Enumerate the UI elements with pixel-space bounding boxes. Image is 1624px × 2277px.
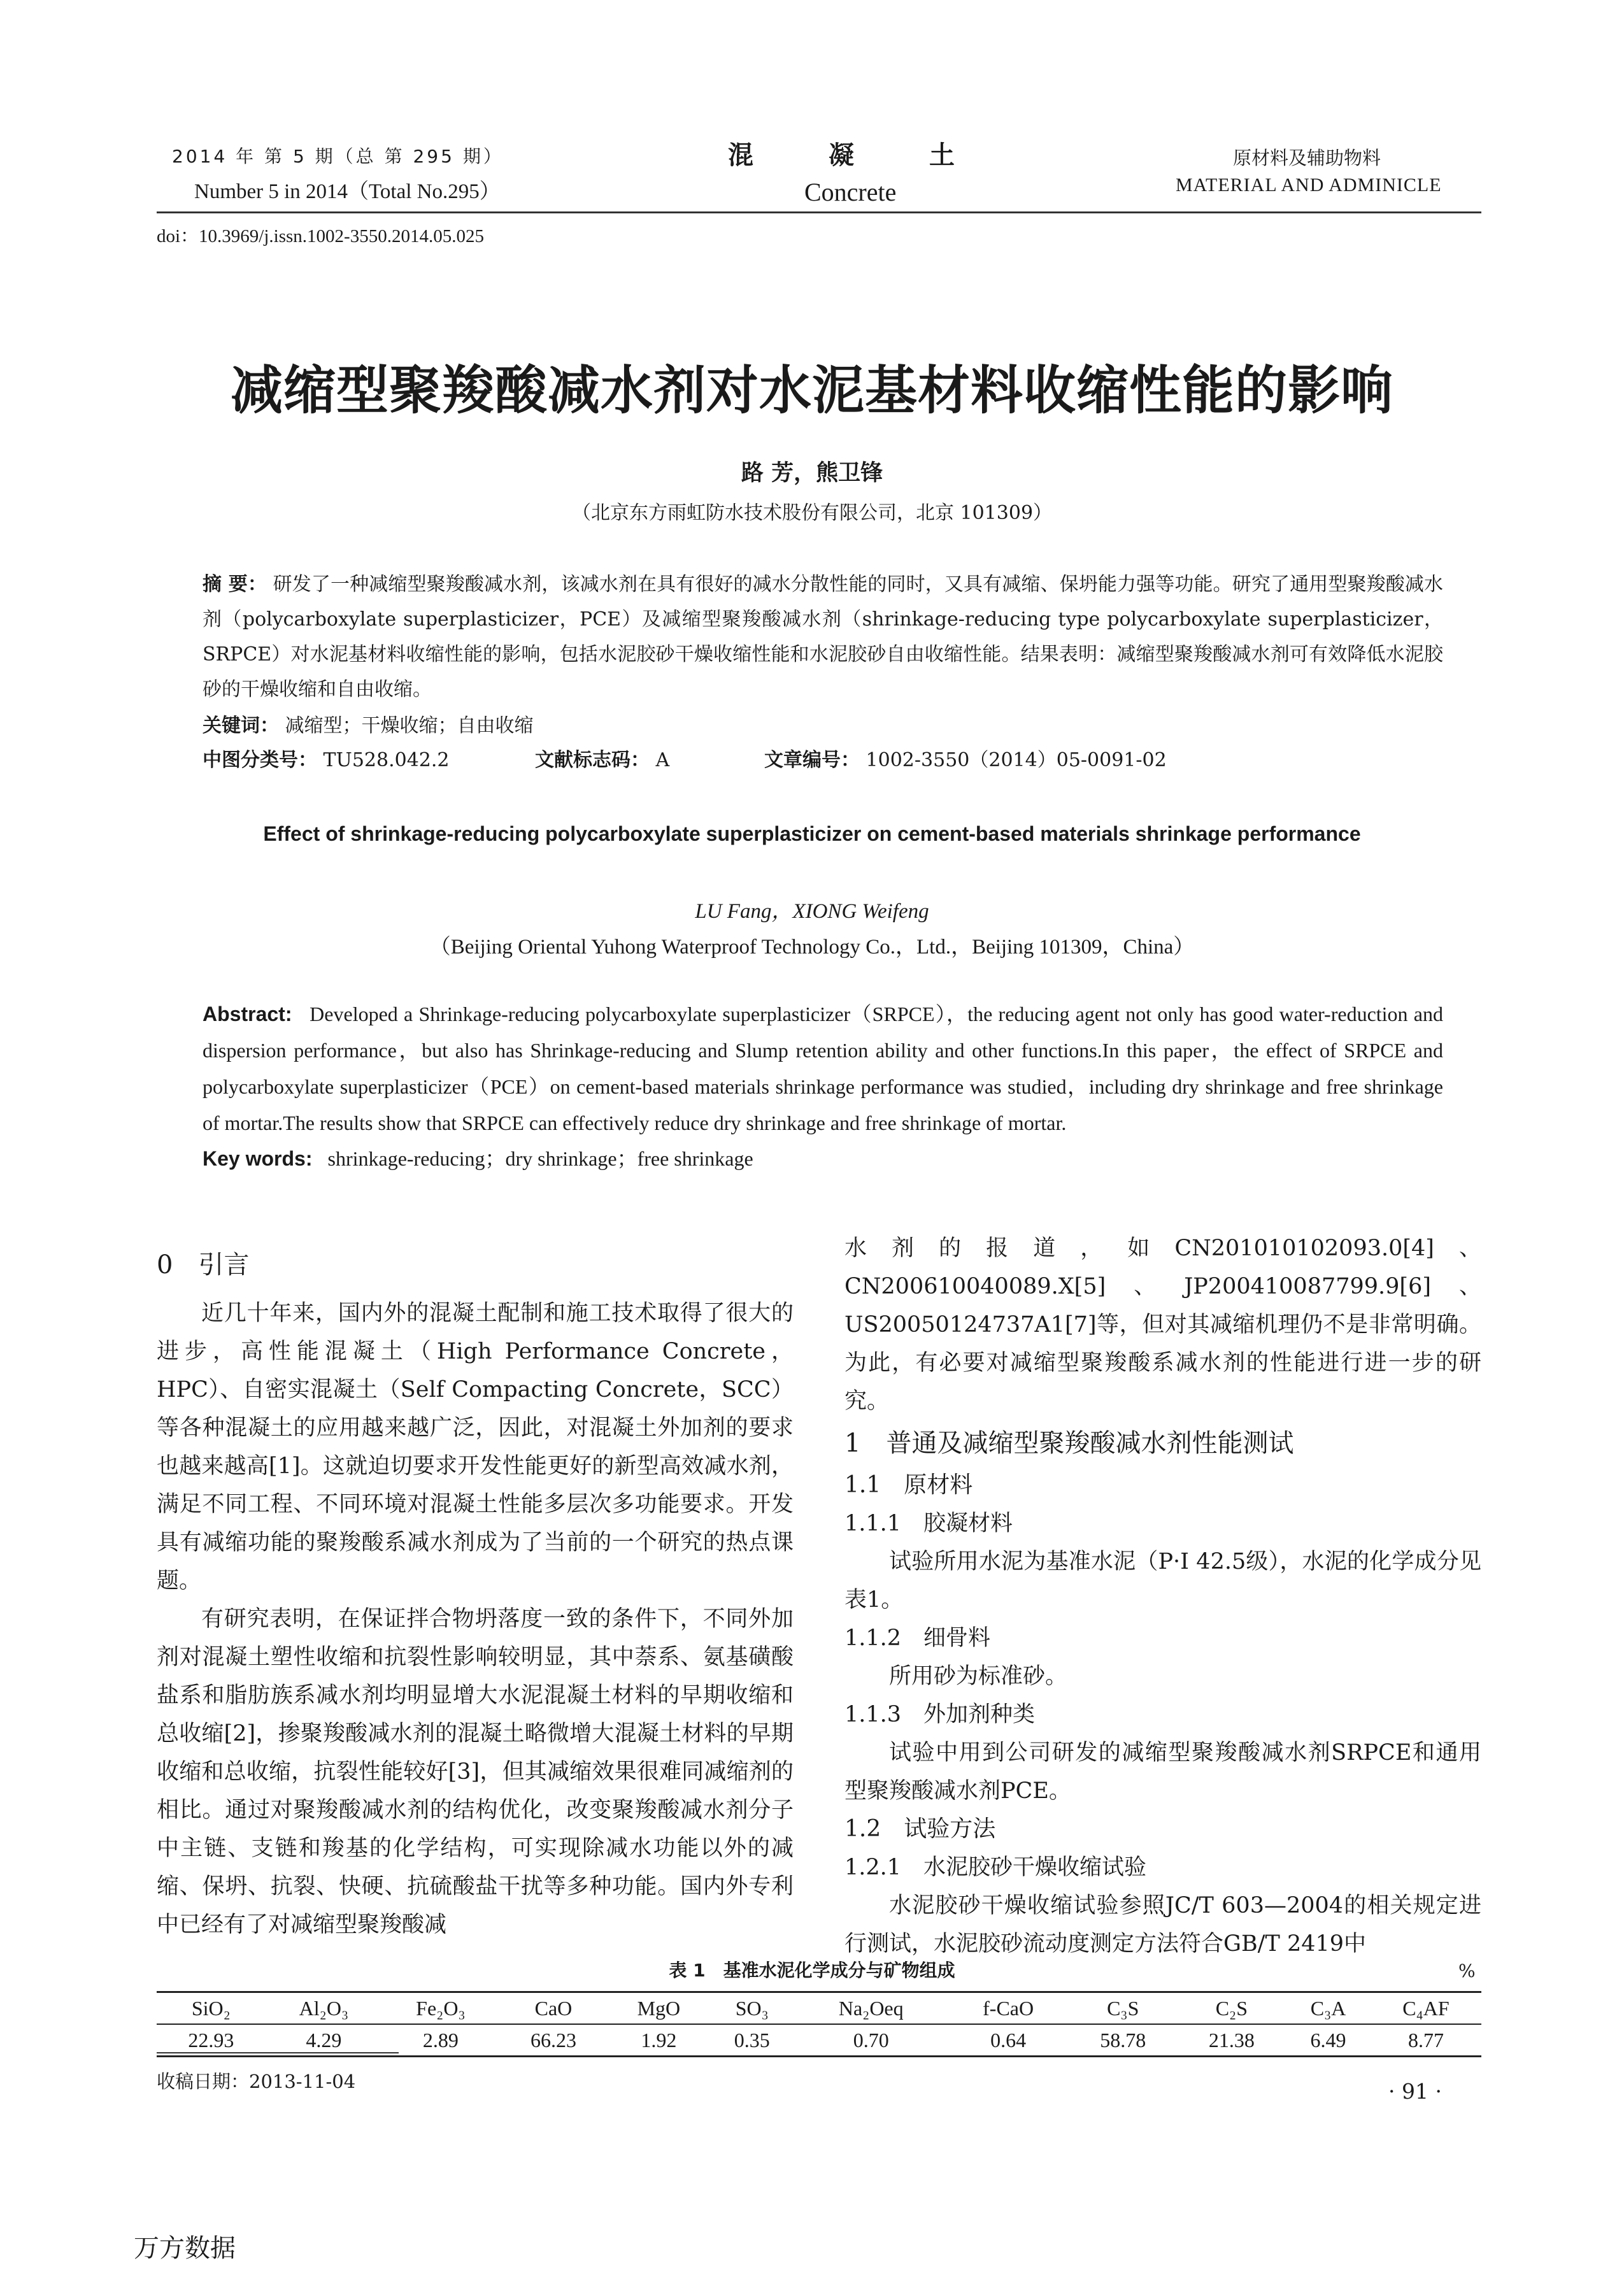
table-header-cell: SO₃: [735, 1996, 769, 2020]
table-header-cell: Al₂O₃: [299, 1996, 349, 2020]
english-title: Effect of shrinkage-reducing polycarboxylate superplasticizer on cement-based materials shrinkage performance: [263, 822, 1361, 845]
paragraph: 试验中用到公司研发的减缩型聚羧酸减水剂SRPCE和通用型聚羧酸减水剂PCE。: [844, 1740, 1481, 1804]
received-date: 收稿日期：2013-11-04: [157, 2071, 356, 2092]
english-keywords: [203, 1143, 753, 1172]
keywords-cn-label: 关键词：: [203, 715, 279, 737]
watermark: 万方数据: [134, 2234, 236, 2263]
table-header-cell: Na₂Oeq: [838, 1996, 904, 2020]
english-abstract-label: Abstract:: [203, 1003, 292, 1025]
subsection-heading: 1.2 试验方法: [844, 1816, 996, 1842]
body-left-column: [157, 1242, 794, 1944]
document-code-label: 文献标志码：: [535, 749, 650, 771]
authors: 路 芳，熊卫锋: [741, 460, 883, 486]
journal-name-en: Concrete: [804, 178, 897, 206]
table-header-cell: Fe₂O₃: [416, 1996, 466, 2020]
table-header-cell: C₄AF: [1402, 1996, 1449, 2020]
table-header-cell: C₂S: [1215, 1996, 1248, 2020]
table-unit: %: [1458, 1960, 1476, 1981]
table-cell: 58.78: [1100, 2028, 1146, 2052]
doi: doi：10.3969/j.issn.1002-3550.2014.05.025: [157, 226, 484, 246]
composition-table: [157, 1991, 1481, 2057]
article-number-label: 文章编号：: [764, 749, 860, 771]
paragraph: 近几十年来，国内外的混凝土配制和施工技术取得了很大的进步，高性能混凝土（High Performance Concrete，HPC）、自密实混凝土（Self Compacting Concrete，SCC）等各种混凝土的应用越来越广泛，因此，对混凝土外加剂的要求也越来越高[1]。这就迫切要求开发性能更好的新型高效减水剂，满足不同工程、不同环境对混凝土性能多层次多功能要求。开发具有减缩功能的聚羧酸系减水剂成为了当前的一个研究的热点课题。: [157, 1301, 794, 1594]
abstract-cn: [203, 567, 1443, 707]
table-cell: 21.38: [1208, 2028, 1255, 2052]
abstract-cn-label: 摘 要：: [203, 573, 267, 596]
page-number: · 91 ·: [1388, 2079, 1442, 2104]
body-right-column: [844, 1229, 1481, 1963]
classification-line: [203, 744, 450, 772]
table-header-cell: f-CaO: [983, 1996, 1034, 2020]
table-header-cell: MgO: [637, 1996, 681, 2020]
article-number: [764, 744, 1167, 772]
english-abstract: [203, 996, 1443, 1141]
subsubsection-heading: 1.1.3 外加剂种类: [844, 1702, 1036, 1727]
abstract-cn-text: 研发了一种减缩型聚羧酸减水剂，该减水剂在具有很好的减水分散性能的同时，又具有减缩、保坍能力强等功能。研究了通用型聚羧酸减水剂（polycarboxylate superplasticizer，PCE）及减缩型聚羧酸减水剂（shrinkage-reducing type polycarboxylate superplasticizer，SRPCE）对水泥基材料收缩性能的影响，包括水泥胶砂干燥收缩性能和水泥胶砂自由收缩性能。结果表明：减缩型聚羧酸减水剂可有效降低水泥胶砂的干燥收缩和自由收缩。: [203, 573, 1443, 701]
paragraph: 有研究表明，在保证拌合物坍落度一致的条件下，不同外加剂对混凝土塑性收缩和抗裂性影响较明显，其中萘系、氨基磺酸盐系和脂肪族系减水剂均明显增大水泥混凝土材料的早期收缩和总收缩[2]，掺聚羧酸减水剂的混凝土略微增大混凝土材料的早期收缩和总收缩，抗裂性能较好[3]，但其减缩效果很难同减缩剂的相比。通过对聚羧酸减水剂的结构优化，改变聚羧酸减水剂分子中主链、支链和羧基的化学结构，可实现除减水功能以外的减缩、保坍、抗裂、快硬、抗硫酸盐干扰等多种功能。国内外专利中已经有了对减缩型聚羧酸减: [157, 1606, 794, 1938]
table-cell: 0.64: [990, 2028, 1027, 2052]
subsubsection-heading: 1.1.2 细骨料: [844, 1625, 991, 1651]
section-name-en: MATERIAL AND ADMINICLE: [1176, 175, 1442, 196]
footnote-divider: [157, 2052, 399, 2053]
issue-number-cn: 2014 年 第 5 期（总 第 295 期）: [172, 146, 504, 167]
english-authors: LU Fang，XIONG Weifeng: [695, 900, 929, 923]
table-cell: 0.70: [853, 2028, 889, 2052]
table-cell: 8.77: [1407, 2028, 1444, 2052]
paragraph: 水剂的报道，如CN201010102093.0[4]、CN200610040089.X[5]、JP200410087799.9[6]、US20050124737A1[7]等，但对其减缩机理仍不是非常明确。为此，有必要对减缩型聚羧酸系减水剂的性能进行进一步的研究。: [844, 1236, 1481, 1414]
journal-name-cn: 混凝土: [728, 141, 1030, 170]
section-name-cn: 原材料及辅助物料: [1233, 147, 1381, 169]
clc-label: 中图分类号：: [203, 749, 317, 771]
table-header-cell: C₃A: [1310, 1996, 1346, 2020]
table-header-cell: CaO: [534, 1996, 573, 2020]
table-row: [157, 2024, 1481, 2057]
subsection-heading: 1.1 原材料: [844, 1472, 973, 1498]
header-divider: [157, 211, 1481, 213]
table-caption: 表 1 基准水泥化学成分与矿物组成: [669, 1960, 955, 1981]
english-keywords-label: Key words:: [203, 1147, 313, 1170]
english-affiliation: （Beijing Oriental Yuhong Waterproof Technology Co.，Ltd.，Beijing 101309，China）: [429, 936, 1195, 959]
paragraph: 水泥胶砂干燥收缩试验参照JC/T 603—2004的相关规定进行测试，水泥胶砂流动度测定方法符合GB/T 2419中: [844, 1893, 1481, 1957]
paper-title: 减缩型聚羧酸减水剂对水泥基材料收缩性能的影响: [230, 360, 1393, 421]
issue-number-en: Number 5 in 2014（Total No.295）: [194, 180, 501, 203]
section-heading-intro: 0 引言: [157, 1250, 250, 1280]
table-header-row: [157, 1992, 1481, 2025]
subsubsection-heading: 1.2.1 水泥胶砂干燥收缩试验: [844, 1855, 1147, 1880]
table-cell: 22.93: [188, 2028, 234, 2052]
document-code-value: A: [655, 749, 670, 771]
affiliation: （北京东方雨虹防水技术股份有限公司，北京 101309）: [571, 502, 1053, 524]
keywords-cn-text: 减缩型；干燥收缩；自由收缩: [285, 715, 534, 737]
paragraph: 所用砂为标准砂。: [889, 1664, 1068, 1689]
table-cell: 1.92: [641, 2028, 677, 2052]
subsubsection-heading: 1.1.1 胶凝材料: [844, 1511, 1013, 1536]
table-cell: 6.49: [1310, 2028, 1346, 2052]
article-number-value: 1002-3550（2014）05-0091-02: [865, 749, 1167, 771]
english-abstract-text: Developed a Shrinkage-reducing polycarboxylate superplasticizer（SRPCE），the reducing agent not only has good water-reduction and dispersion performance，but also has Shrinkage-reducing and Slump retention ability and other functions.In this paper，the effect of SRPCE and polycarboxylate superplasticizer（PCE）on cement-based materials shrinkage performance was studied，including dry shrinkage and free shrinkage of mortar.The results show that SRPCE can effectively reduce dry shrinkage and free shrinkage of mortar.: [203, 1003, 1443, 1134]
english-keywords-text: shrinkage-reducing；dry shrinkage；free shrinkage: [327, 1147, 753, 1170]
table-cell: 66.23: [530, 2028, 576, 2052]
document-code: [535, 744, 669, 772]
paragraph: 试验所用水泥为基准水泥（P·I 42.5级），水泥的化学成分见表1。: [844, 1549, 1481, 1613]
table-cell: 2.89: [422, 2028, 459, 2052]
section-heading: 1 普通及减缩型聚羧酸减水剂性能测试: [844, 1429, 1294, 1458]
keywords-cn: [203, 708, 1443, 743]
table-cell: 4.29: [306, 2028, 342, 2052]
table-header-cell: C₃S: [1107, 1996, 1139, 2020]
clc-value: TU528.042.2: [323, 749, 450, 771]
table-header-cell: SiO₂: [191, 1996, 231, 2020]
table-cell: 0.35: [734, 2028, 770, 2052]
